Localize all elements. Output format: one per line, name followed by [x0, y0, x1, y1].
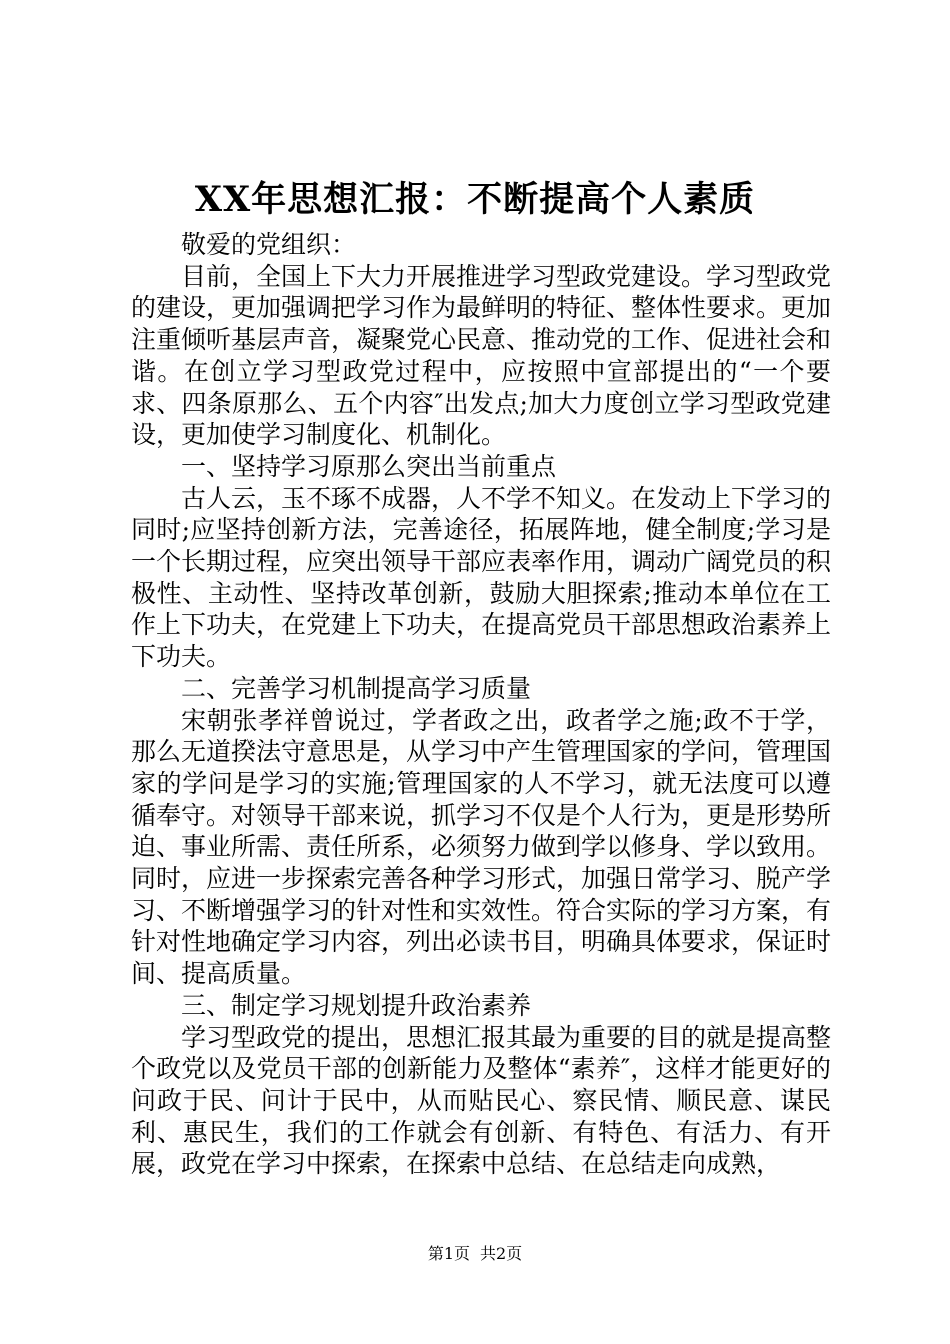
page-number-current: 第1页 [427, 1244, 470, 1263]
paragraph-intro: 目前，全国上下大力开展推进学习型政党建设。学习型政党的建设，更加强调把学习作为最鲜明的特征、整体性要求。更加注重倾听基层声音，凝聚党心民意、推动党的工作、促进社会和谐。在创立学习型政党过程中，应按照中宣部提出的“一个要求、四条原那么、五个内容″出发点;加大力度创立学习型政党建设，更加使学习制度化、机制化。 [131, 261, 832, 450]
section-heading-3: 三、制定学习规划提升政治素养 [181, 990, 532, 1020]
paragraph-section-2: 宋朝张孝祥曾说过，学者政之出，政者学之施;政不于学，那么无道揆法守意思是，从学习中产生管理国家的学问，管理国家的学问是学习的实施;管理国家的人不学习，就无法度可以遵循奉守。对领导干部来说，抓学习不仅是个人行为，更是形势所迫、事业所需、责任所系，必须努力做到学以修身、学以致用。同时，应进一步探索完善各种学习形式，加强日常学习、脱产学习、不断增强学习的针对性和实效性。符合实际的学习方案，有针对性地确定学习内容，列出必读书目，明确具体要求，保证时间、提高质量。 [131, 705, 832, 989]
paragraph-section-1: 古人云，玉不琢不成器，人不学不知义。在发动上下学习的同时;应坚持创新方法，完善途径，拓展阵地，健全制度;学习是一个长期过程，应突出领导干部应表率作用，调动广阔党员的积极性、主动性、坚持改革创新，鼓励大胆探索;推动本单位在工作上下功夫，在党建上下功夫，在提高党员干部思想政治素养上下功夫。 [131, 483, 832, 672]
salutation: 敬爱的党组织： [181, 230, 357, 259]
document-title: XX年思想汇报：不断提高个人素质 [194, 179, 756, 220]
section-heading-1: 一、坚持学习原那么突出当前重点 [181, 451, 557, 481]
page-footer [0, 1244, 950, 1264]
paragraph-section-3: 学习型政党的提出，思想汇报其最为重要的目的就是提高整个政党以及党员干部的创新能力及整体“素养″，这样才能更好的问政于民、问计于民中，从而贴民心、察民情、顺民意、谋民利、惠民生，我们的工作就会有创新、有特色、有活力、有开展，政党在学习中探索，在探索中总结、在总结走向成熟， [131, 1022, 832, 1179]
section-heading-2: 二、完善学习机制提高学习质量 [181, 673, 532, 703]
page-number-total: 共2页 [480, 1244, 523, 1263]
document-body [131, 229, 831, 1180]
